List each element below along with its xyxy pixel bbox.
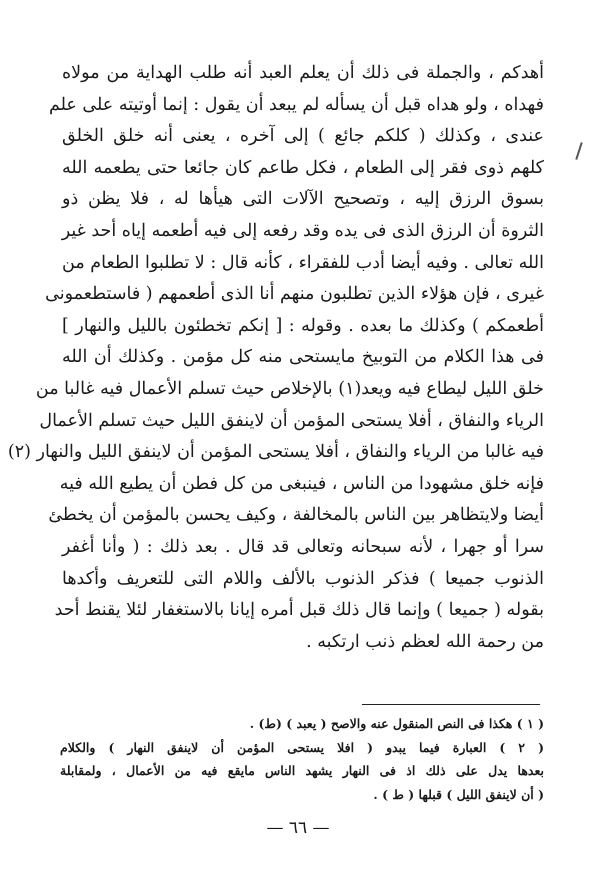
text-line: فهداه ، ولو هداه قبل أن يسأله لم يبعد أن يقول : إنما أوتيته على علم — [48, 94, 544, 115]
footnote-1: ( ١ ) هكذا فى النص المنقول عنه والاصح ( يعبد ) (ط) . — [249, 716, 544, 731]
footnote-2-end: ( أن لاينفق الليل ) قبلها ( ط ) . — [373, 786, 544, 802]
text-line: أيضا ولايتظاهر بين الناس بالمخالفة ، وكيف يحسن بالمؤمن أن يخطئ — [48, 505, 544, 526]
footnote-2: ( ٢ ) العبارة فيما يبدو ( افلا يستحى المؤمن أن لاينفق النهار ) والكلام — [60, 739, 544, 755]
text-line: سرا أو جهرا ، لأنه سبحانه وتعالى قد قال . بعد ذلك : ( وأنا أغفر — [62, 536, 544, 557]
text-line: خلق الليل ليطاع فيه ويعد(١) بالإخلاص حيث تسلم الأعمال فيه غالبا من — [35, 378, 544, 399]
text-line: بسوق الرزق إليه ، وتصحيح الآلات التى هيأها له ، فلا يظن ذو — [62, 189, 544, 210]
main-text — [7, 58, 544, 658]
text-line: عندى ، وكذلك ( كلكم جائع ) إلى آخره ، يعنى أنه خلق الخلق — [62, 126, 544, 147]
margin-mark — [575, 142, 582, 160]
text-line: الرياء والنفاق ، أفلا يستحى المؤمن أن لاينفق الليل حيث تسلم الأعمال — [39, 410, 544, 431]
text-line: فى هذا الكلام من التوبيخ مايستحى منه كل مؤمن . وكذلك أن الله — [62, 347, 544, 368]
footnotes — [60, 712, 544, 806]
text-line: غيرى ، فإن هؤلاء الذين تطلبون منهم أنا الذى أطعمهم ( فاستطعمونى — [45, 284, 544, 305]
text-line: فإنه خلق مشهودا من الناس ، فينبغى من كل فطن أن يطيع الله فيه — [59, 473, 544, 494]
text-line: الثروة أن الرزق الذى فى يده وقد رفعه إلى فيه أطعمه إياه أحد غير — [61, 220, 544, 241]
footnote-2-continued: بعدها يدل على ذلك اذ فى النهار يشهد الناس مايقع فيه من الأعمال ، ولمقابلة — [60, 763, 544, 779]
text-line: بقوله ( جميعا ) وإنما قال ذلك قبل أمره إيانا بالاستغفار لئلا يقنط أحد — [54, 600, 544, 621]
text-line: أطعمكم ) وكذلك ما بعده . وقوله : [ إنكم تخطئون بالليل والنهار ] — [62, 315, 544, 336]
page-number: — ٦٦ — — [266, 818, 330, 838]
text-line: الذنوب جميعا ) فذكر الذنوب بالألف واللام التى للتعريف وأكدها — [62, 568, 544, 589]
text-line: فيه غالبا من الرياء والنفاق ، أفلا يستحى المؤمن أن لاينفق الليل والنهار (٢) — [7, 442, 544, 463]
text-line-last: من رحمة الله لعظم ذنب ارتكبه . — [306, 631, 544, 652]
text-line: الله تعالى . وفيه أيضا أدب للفقراء ، كأنه قال : لا تطلبوا الطعام من — [62, 252, 544, 273]
footnote-separator — [362, 704, 540, 705]
text-line: أهدكم ، والجملة فى ذلك أن يعلم العبد أنه طلب الهداية من مولاه — [62, 63, 544, 83]
text-line: كلهم ذوى فقر إلى الطعام ، فكل طاعم كان جائعا حتى يطعمه الله — [62, 157, 544, 178]
